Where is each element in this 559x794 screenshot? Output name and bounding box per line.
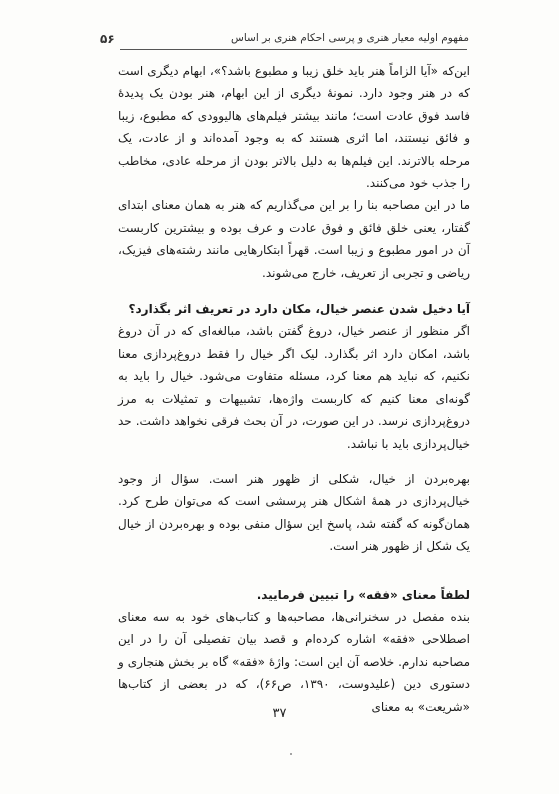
paragraph-3: اگر منظور از عنصر خیال، دروغ گفتن باشد، مبالغه‌ای که در آن دروغ باشد، امکان دارد اثر بگذارد. لیک اگر خیال را فقط دروغ‌پردازی معنا نکنیم، که نباید هم معنا کرد، مسئله متفاوت می‌شود. خیال را باید به گونه‌ای معنا کنیم که کاربست واژه‌ها، تشبیهات و تمثیلات به مرز دروغ‌پردازی نرسد. در این صورت، در آن بحث فرقی نخواهد داشت. حد خیال‌پردازی باید با نباشد. [118, 324, 470, 451]
page-body [118, 60, 470, 718]
paragraph-5: بنده مفصل در سخنرانی‌ها، مصاحبه‌ها و کتاب‌های خود به سه معنای اصطلاحی «فقه» اشاره کرده‌ام و قصد بیان تفصیلی آن را در این مصاحبه ندارم. خلاصه آن این است: واژهٔ «فقه» گاه بر بخش هنجاری و دستوری دین (علیدوست، ۱۳۹۰، ص۶۶)، که در بعضی از کتاب‌ها «شریعت» به معنای [118, 609, 470, 714]
paragraph-4: بهره‌بردن از خیال، شکلی از ظهور هنر است. سؤال از وجود خیال‌پردازی در همهٔ اشکال هنر پرسشی است که می‌توان طرح کرد. همان‌گونه که گفته شد، پاسخ این سؤال منفی بوده و بهره‌بردن از خیال یک شکل از ظهور هنر است. [118, 471, 470, 554]
question-heading-1: آیا دخیل شدن عنصر خیال، مکان دارد در تعریف اثر بگذارد؟ [128, 302, 470, 317]
page-dot [290, 753, 292, 755]
paragraph-1: این‌که «آیا الزاماً هنر باید خلق زیبا و مطبوع باشد؟»، ابهام دیگری است که در هنر وجود دارد. نمونهٔ دیگری از این ابهام، هنر بودن یک پدیدهٔ فاسد فوق عادت است؛ مانند بیشتر فیلم‌های هالیوودی که مطبوع، زیبا و فائق نیستند، اما اثری هستند که به وجود آمده‌اند و از عادت، یک مرحله بالاترند. این فیلم‌ها به دلیل بالاتر بودن از مرحله عادی، مخاطب را جذب خود می‌کنند. [118, 64, 470, 191]
page-number: ۳۷ [272, 706, 287, 721]
header-mark: ۵۶ [100, 32, 115, 46]
header-rule [120, 49, 467, 50]
question-heading-2: لطفاً معنای «فقه» را تبیین فرمایید. [256, 587, 470, 602]
paragraph-2: ما در این مصاحبه بنا را بر این می‌گذاریم که هنر به همان معنای ابتدای گفتار، یعنی خلق فائق و فوق عادت و عرف بوده و بیشترین کاربست آن در امور مطبوع و زیبا است. قهراً ابتکارهایی مانند رشته‌های فیزیک، ریاضی و تجربی از تعریف، خارج می‌شوند. [118, 198, 470, 280]
running-header: مفهوم اولیه معیار هنری و پرسی احکام هنری بر اساس [231, 32, 469, 44]
